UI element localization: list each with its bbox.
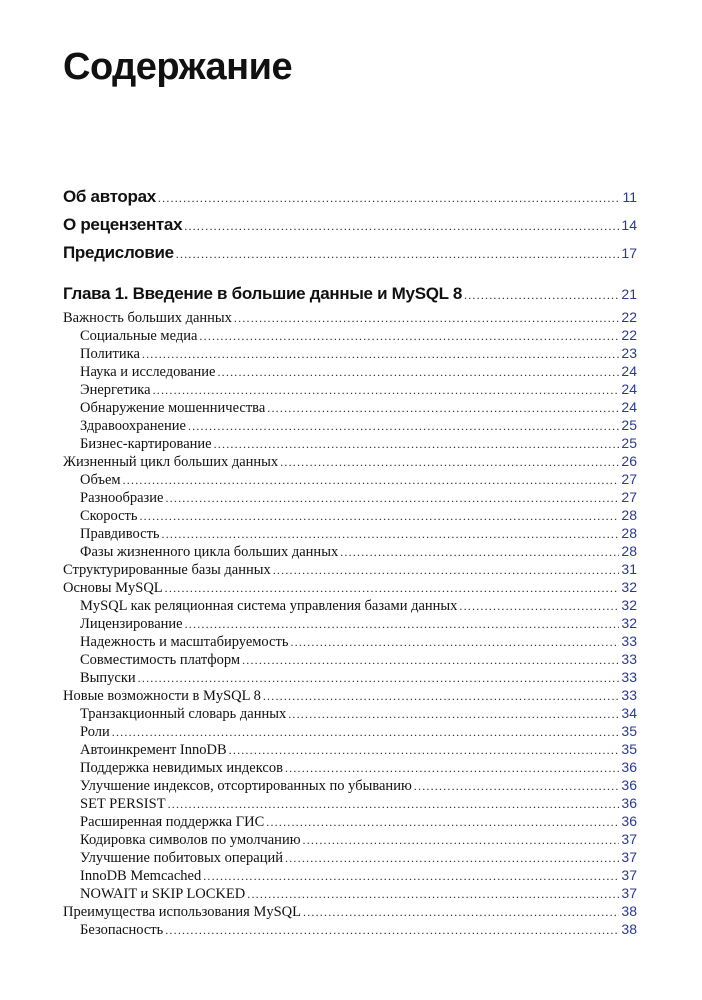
toc-subsection[interactable]: [63, 741, 637, 759]
toc-dot-leader: [340, 545, 619, 560]
toc-subsection[interactable]: [63, 651, 637, 669]
toc-page-number: 24: [621, 363, 637, 379]
toc-entry-label: Наука и исследование: [80, 364, 216, 380]
toc-dot-leader: [184, 219, 619, 234]
toc-page-number: 21: [621, 286, 637, 302]
toc-subsection[interactable]: [63, 867, 637, 885]
toc-page-number: 37: [621, 885, 637, 901]
toc-section[interactable]: [63, 687, 637, 705]
toc-entry-preface[interactable]: [63, 243, 637, 263]
toc-section[interactable]: [63, 309, 637, 327]
toc-page-number: 22: [621, 327, 637, 343]
toc-entry-label: SET PERSIST: [80, 796, 166, 812]
toc-page-number: 28: [621, 543, 637, 559]
toc-page-number: 28: [621, 525, 637, 541]
toc-entry-label: О рецензентах: [63, 215, 183, 234]
toc-entry-label: NOWAIT и SKIP LOCKED: [80, 886, 246, 902]
toc-entry-about-authors[interactable]: [63, 187, 637, 207]
toc-dot-leader: [165, 491, 619, 506]
toc-page-number: 24: [621, 399, 637, 415]
toc-page-number: 34: [621, 705, 637, 721]
toc-page-number: 33: [621, 669, 637, 685]
toc-page-number: 32: [621, 579, 637, 595]
toc-entry-label: Скорость: [80, 508, 138, 524]
toc-dot-leader: [247, 887, 619, 902]
toc-subsection[interactable]: [63, 849, 637, 867]
toc-dot-leader: [203, 869, 619, 884]
toc-dot-leader: [185, 617, 620, 632]
toc-entry-label: Глава 1. Введение в большие данные и MySQL 8: [63, 284, 463, 303]
page-title: Содержание: [63, 46, 293, 88]
toc-subsection[interactable]: [63, 507, 637, 525]
toc-entry-label: Социальные медиа: [80, 328, 198, 344]
toc-page-number: 31: [621, 561, 637, 577]
toc-entry-label: Политика: [80, 346, 140, 362]
toc-subsection[interactable]: [63, 597, 637, 615]
toc-page-number: 33: [621, 687, 637, 703]
toc-page-number: 36: [621, 777, 637, 793]
toc-dot-leader: [459, 599, 619, 614]
toc-entry-label: Жизненный цикл больших данных: [63, 454, 279, 470]
toc-entry-label: Предисловие: [63, 243, 174, 262]
toc-subsection[interactable]: [63, 381, 637, 399]
toc-subsection[interactable]: [63, 615, 637, 633]
toc-dot-leader: [214, 437, 620, 452]
toc-subsection[interactable]: [63, 777, 637, 795]
toc-page-number: 37: [621, 831, 637, 847]
toc-entry-label: Фазы жизненного цикла больших данных: [80, 544, 339, 560]
toc-subsection[interactable]: [63, 489, 637, 507]
toc-entry-label: Расширенная поддержка ГИС: [80, 814, 265, 830]
toc-dot-leader: [158, 191, 621, 206]
toc-section[interactable]: [63, 903, 637, 921]
toc-page-number: 33: [621, 633, 637, 649]
toc-subsection[interactable]: [63, 327, 637, 345]
toc-page-number: 23: [621, 345, 637, 361]
toc-dot-leader: [267, 401, 619, 416]
toc-dot-leader: [168, 797, 620, 812]
toc-dot-leader: [263, 689, 620, 704]
toc-subsection[interactable]: [63, 435, 637, 453]
toc-dot-leader: [123, 473, 620, 488]
toc-dot-leader: [165, 581, 620, 596]
toc-dot-leader: [285, 761, 619, 776]
toc-page-number: 32: [621, 615, 637, 631]
toc-entry-label: Основы MySQL: [63, 580, 163, 596]
toc-subsection[interactable]: [63, 921, 637, 939]
toc-page-number: 38: [621, 903, 637, 919]
toc-dot-leader: [176, 247, 620, 262]
toc-page-number: 24: [621, 381, 637, 397]
toc-subsection[interactable]: [63, 831, 637, 849]
toc-page-number: 22: [621, 309, 637, 325]
toc-entry-label: Поддержка невидимых индексов: [80, 760, 283, 776]
toc-page-number: 27: [621, 471, 637, 487]
toc-entry-label: Обнаружение мошенничества: [80, 400, 266, 416]
toc-dot-leader: [153, 383, 620, 398]
toc-entry-label: Объем: [80, 472, 121, 488]
toc-page-number: 25: [621, 417, 637, 433]
toc-subsection[interactable]: [63, 723, 637, 741]
toc-page-number: 35: [621, 741, 637, 757]
toc-dot-leader: [242, 653, 619, 668]
toc-entry-label: Улучшение индексов, отсортированных по убыванию: [80, 778, 412, 794]
toc-subsection[interactable]: [63, 525, 637, 543]
toc-entry-label: Преимущества использования MySQL: [63, 904, 301, 920]
toc-page-number: 11: [622, 189, 637, 205]
toc-dot-leader: [280, 455, 619, 470]
toc-page-number: 28: [621, 507, 637, 523]
toc-entry-label: Выпуски: [80, 670, 136, 686]
toc-entry-label: Транзакционный словарь данных: [80, 706, 287, 722]
toc-entry-label: Автоинкремент InnoDB: [80, 742, 227, 758]
toc-entry-label: Важность больших данных: [63, 310, 232, 326]
toc-dot-leader: [290, 635, 619, 650]
toc-entry-label: Безопасность: [80, 922, 164, 938]
toc-page-number: 36: [621, 795, 637, 811]
toc-page-number: 35: [621, 723, 637, 739]
toc-entry-label: Энергетика: [80, 382, 151, 398]
toc-section[interactable]: [63, 453, 637, 471]
toc-page-number: 37: [621, 849, 637, 865]
toc-dot-leader: [142, 347, 620, 362]
toc-dot-leader: [138, 671, 620, 686]
toc-subsection[interactable]: [63, 669, 637, 687]
toc-subsection[interactable]: [63, 471, 637, 489]
toc-entry-label: Совместимость платформ: [80, 652, 241, 668]
toc-entry-label: Улучшение побитовых операций: [80, 850, 284, 866]
toc-page-number: 36: [621, 813, 637, 829]
toc-subsection[interactable]: [63, 345, 637, 363]
toc-section[interactable]: [63, 561, 637, 579]
toc-page-number: 33: [621, 651, 637, 667]
toc-dot-leader: [139, 509, 619, 524]
toc-entry-label: Разнообразие: [80, 490, 164, 506]
toc-page-number: 14: [621, 217, 637, 233]
toc-page-number: 32: [621, 597, 637, 613]
toc-page-number: 37: [621, 867, 637, 883]
toc-subsection[interactable]: [63, 795, 637, 813]
toc-entry-label: Здравоохранение: [80, 418, 186, 434]
toc-page-number: 27: [621, 489, 637, 505]
toc-subsection[interactable]: [63, 885, 637, 903]
toc-subsection[interactable]: [63, 705, 637, 723]
toc-entry-label: InnoDB Memcached: [80, 868, 202, 884]
toc-dot-leader: [165, 923, 619, 938]
toc-dot-leader: [285, 851, 619, 866]
toc-dot-leader: [303, 833, 620, 848]
toc-dot-leader: [234, 311, 620, 326]
toc-entry-label: Роли: [80, 724, 110, 740]
toc-subsection[interactable]: [63, 363, 637, 381]
toc-subsection[interactable]: [63, 759, 637, 777]
toc-entry-label: Новые возможности в MySQL 8: [63, 688, 261, 704]
toc-dot-leader: [162, 527, 620, 542]
toc-dot-leader: [112, 725, 620, 740]
toc-dot-leader: [464, 288, 619, 303]
toc-dot-leader: [199, 329, 619, 344]
toc-dot-leader: [288, 707, 619, 722]
toc-subsection[interactable]: [63, 813, 637, 831]
toc-entry-label: Лицензирование: [80, 616, 183, 632]
toc-dot-leader: [217, 365, 619, 380]
toc-subsection[interactable]: [63, 399, 637, 417]
toc-subsection[interactable]: [63, 417, 637, 435]
toc-subsection[interactable]: [63, 543, 637, 561]
toc-dot-leader: [188, 419, 619, 434]
toc-page-number: 26: [621, 453, 637, 469]
toc-entry-label: Кодировка символов по умолчанию: [80, 832, 301, 848]
toc-entry-label: Надежность и масштабируемость: [80, 634, 289, 650]
toc-dot-leader: [303, 905, 619, 920]
toc-subsection[interactable]: [63, 633, 637, 651]
toc-entry-label: Структурированные базы данных: [63, 562, 271, 578]
toc-entry-about-reviewers[interactable]: [63, 215, 637, 235]
toc-page-number: 38: [621, 921, 637, 937]
toc-dot-leader: [229, 743, 620, 758]
toc-entry-chapter-1[interactable]: [63, 284, 637, 304]
toc-entry-label: Бизнес-картирование: [80, 436, 212, 452]
toc-section[interactable]: [63, 579, 637, 597]
toc-page-number: 25: [621, 435, 637, 451]
toc-entry-label: MySQL как реляционная система управления базами данных: [80, 598, 458, 614]
toc-dot-leader: [266, 815, 619, 830]
toc-entry-label: Правдивость: [80, 526, 160, 542]
toc-dot-leader: [273, 563, 620, 578]
toc-page-number: 17: [621, 245, 637, 261]
toc-page-number: 36: [621, 759, 637, 775]
toc-dot-leader: [414, 779, 620, 794]
toc-entry-label: Об авторах: [63, 187, 156, 206]
